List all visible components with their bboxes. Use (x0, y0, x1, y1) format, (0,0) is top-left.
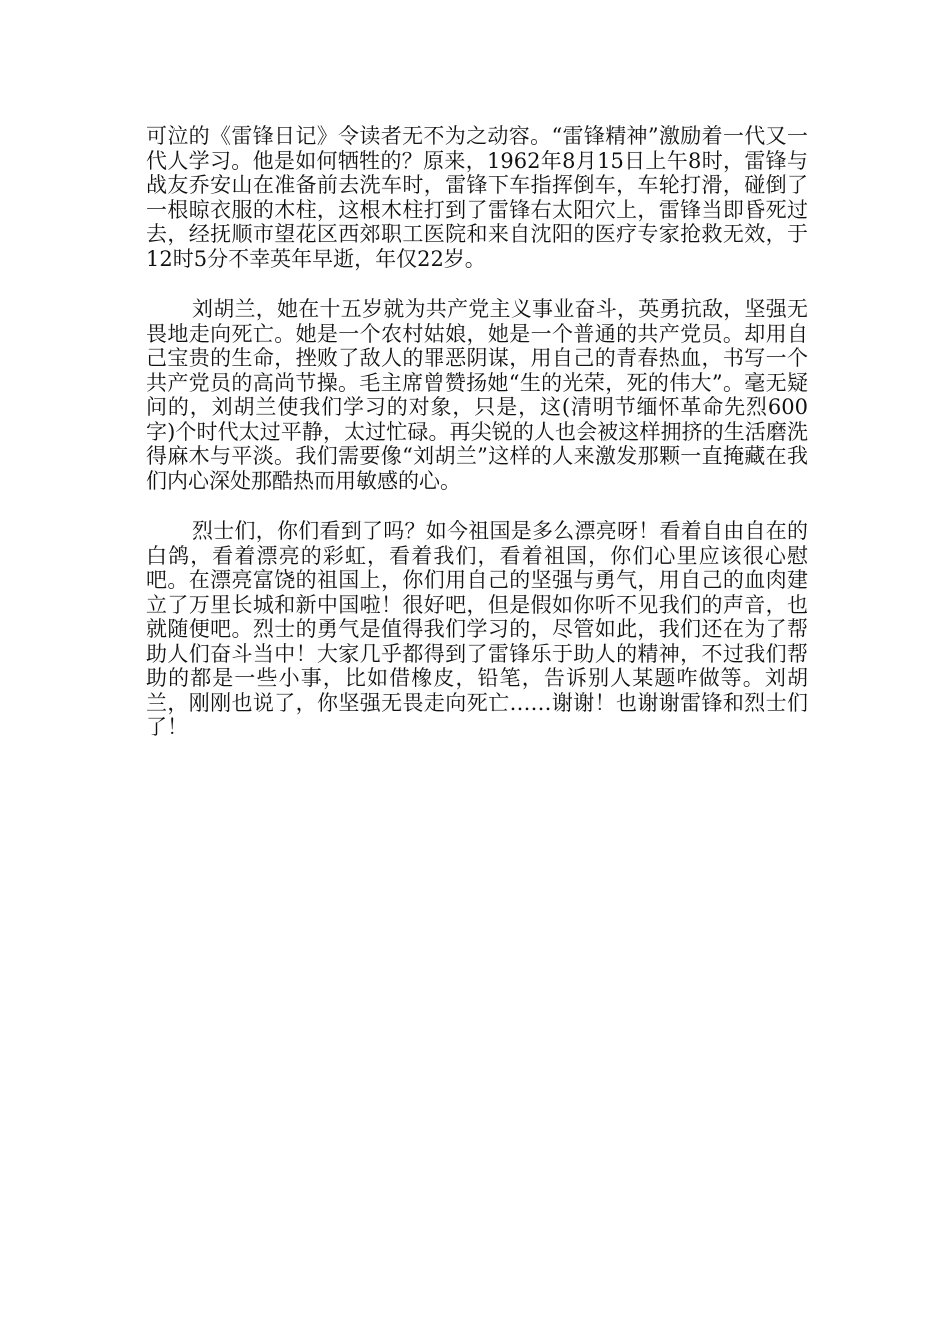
paragraph-lei-feng: 可泣的《雷锋日记》令读者无不为之动容。“雷锋精神”激励着一代又一代人学习。他是如何牺牲的？原来，1962年8月15日上午8时，雷锋与战友乔安山在准备前去洗车时，雷锋下车指挥倒车，车轮打滑，碰倒了一根晾衣服的木柱，这根木柱打到了雷锋右太阳穴上，雷锋当即昏死过去，经抚顺市望花区西郊职工医院和来自沈阳的医疗专家抢救无效，于12时5分不幸英年早逝，年仅22岁。 (146, 124, 808, 271)
paragraph-martyrs: 烈士们，你们看到了吗？如今祖国是多么漂亮呀！看着自由自在的白鸽，看着漂亮的彩虹，看着我们，看着祖国，你们心里应该很心慰吧。在漂亮富饶的祖国上，你们用自己的坚强与勇气，用自己的血肉建立了万里长城和新中国啦！很好吧，但是假如你听不见我们的声音，也就随便吧。烈士的勇气是值得我们学习的，尽管如此，我们还在为了帮助人们奋斗当中！大家几乎都得到了雷锋乐于助人的精神，不过我们帮助的都是一些小事，比如借橡皮，铅笔，告诉别人某题咋做等。刘胡兰，刚刚也说了，你坚强无畏走向死亡……谢谢！也谢谢雷锋和烈士们了！ (146, 519, 808, 739)
document-body (146, 124, 808, 740)
paragraph-liu-hulan: 刘胡兰，她在十五岁就为共产党主义事业奋斗，英勇抗敌，坚强无畏地走向死亡。她是一个农村姑娘，她是一个普通的共产党员。却用自己宝贵的生命，挫败了敌人的罪恶阴谋，用自己的青春热血，书写一个共产党员的高尚节操。毛主席曾赞扬她“生的光荣，死的伟大”。毫无疑问的，刘胡兰使我们学习的对象，只是，这(清明节缅怀革命先烈600字)个时代太过平静，太过忙碌。再尖锐的人也会被这样拥挤的生活磨洗得麻木与平淡。我们需要像“刘胡兰”这样的人来激发那颗一直掩藏在我们内心深处那酷热而用敏感的心。 (146, 297, 808, 493)
